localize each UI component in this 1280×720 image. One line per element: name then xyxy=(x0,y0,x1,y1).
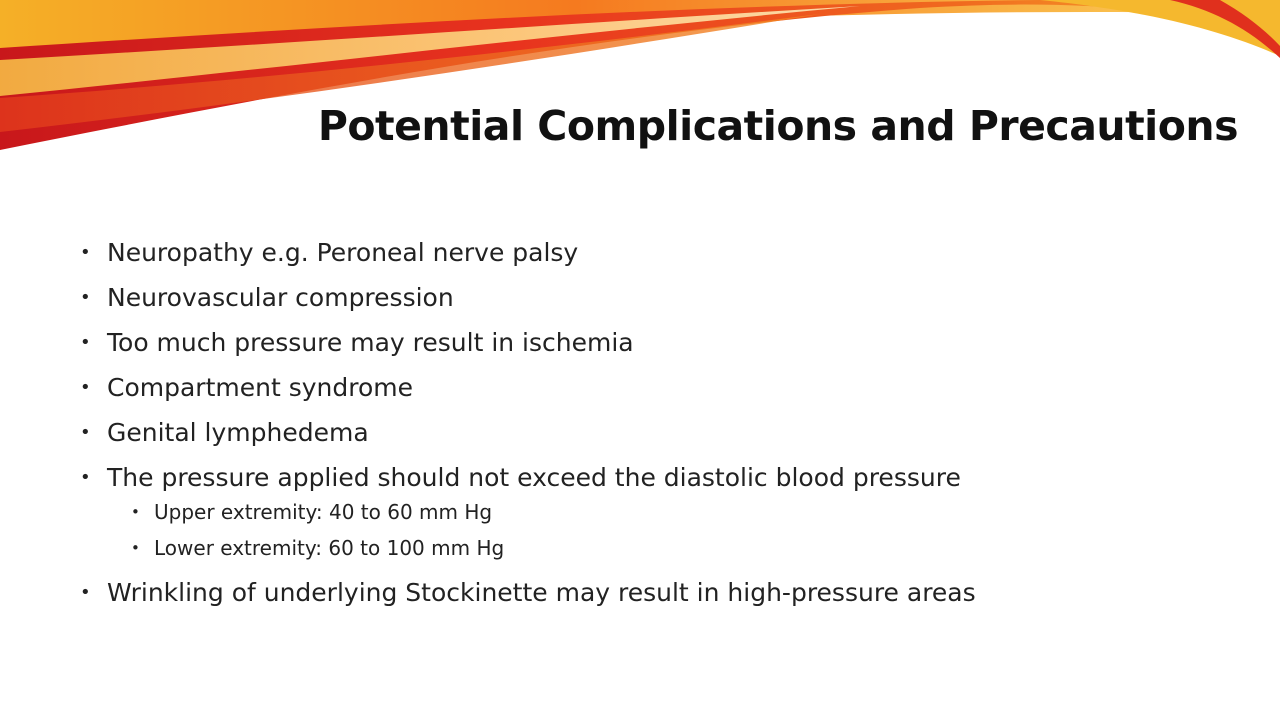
bullet-text: Compartment syndrome xyxy=(107,373,413,402)
bullet-dot-icon: • xyxy=(80,467,91,488)
bullet-item xyxy=(80,320,1240,365)
slide-title: Potential Complications and Precautions xyxy=(317,102,1238,150)
bullet-dot-icon: • xyxy=(80,332,91,353)
bullet-item xyxy=(80,365,1240,410)
sub-bullet-item xyxy=(127,530,1240,566)
bullet-dot-icon: • xyxy=(80,582,91,603)
bullet-text: Neurovascular compression xyxy=(107,283,454,312)
bullet-text: The pressure applied should not exceed the diastolic blood pressure xyxy=(107,463,961,492)
bullet-list-container xyxy=(80,230,1240,615)
sub-bullet-text: Upper extremity: 40 to 60 mm Hg xyxy=(154,500,493,524)
bullet-list xyxy=(80,230,1240,615)
sub-bullet-item xyxy=(127,494,1240,530)
bullet-item xyxy=(80,410,1240,455)
sub-bullet-list xyxy=(107,494,1240,566)
bullet-text: Genital lymphedema xyxy=(107,418,369,447)
sub-bullet-dot-icon: • xyxy=(131,539,140,557)
sub-bullet-text: Lower extremity: 60 to 100 mm Hg xyxy=(154,536,505,560)
bullet-text: Too much pressure may result in ischemia xyxy=(107,328,634,357)
bullet-text: Wrinkling of underlying Stockinette may result in high-pressure areas xyxy=(107,578,976,607)
bullet-item xyxy=(80,455,1240,566)
bullet-text: Neuropathy e.g. Peroneal nerve palsy xyxy=(107,238,579,267)
bullet-dot-icon: • xyxy=(80,422,91,443)
bullet-item xyxy=(80,230,1240,275)
bullet-dot-icon: • xyxy=(80,377,91,398)
bullet-item xyxy=(80,570,1240,615)
bullet-dot-icon: • xyxy=(80,287,91,308)
bullet-item xyxy=(80,275,1240,320)
bullet-dot-icon: • xyxy=(80,242,91,263)
sub-bullet-dot-icon: • xyxy=(131,503,140,521)
